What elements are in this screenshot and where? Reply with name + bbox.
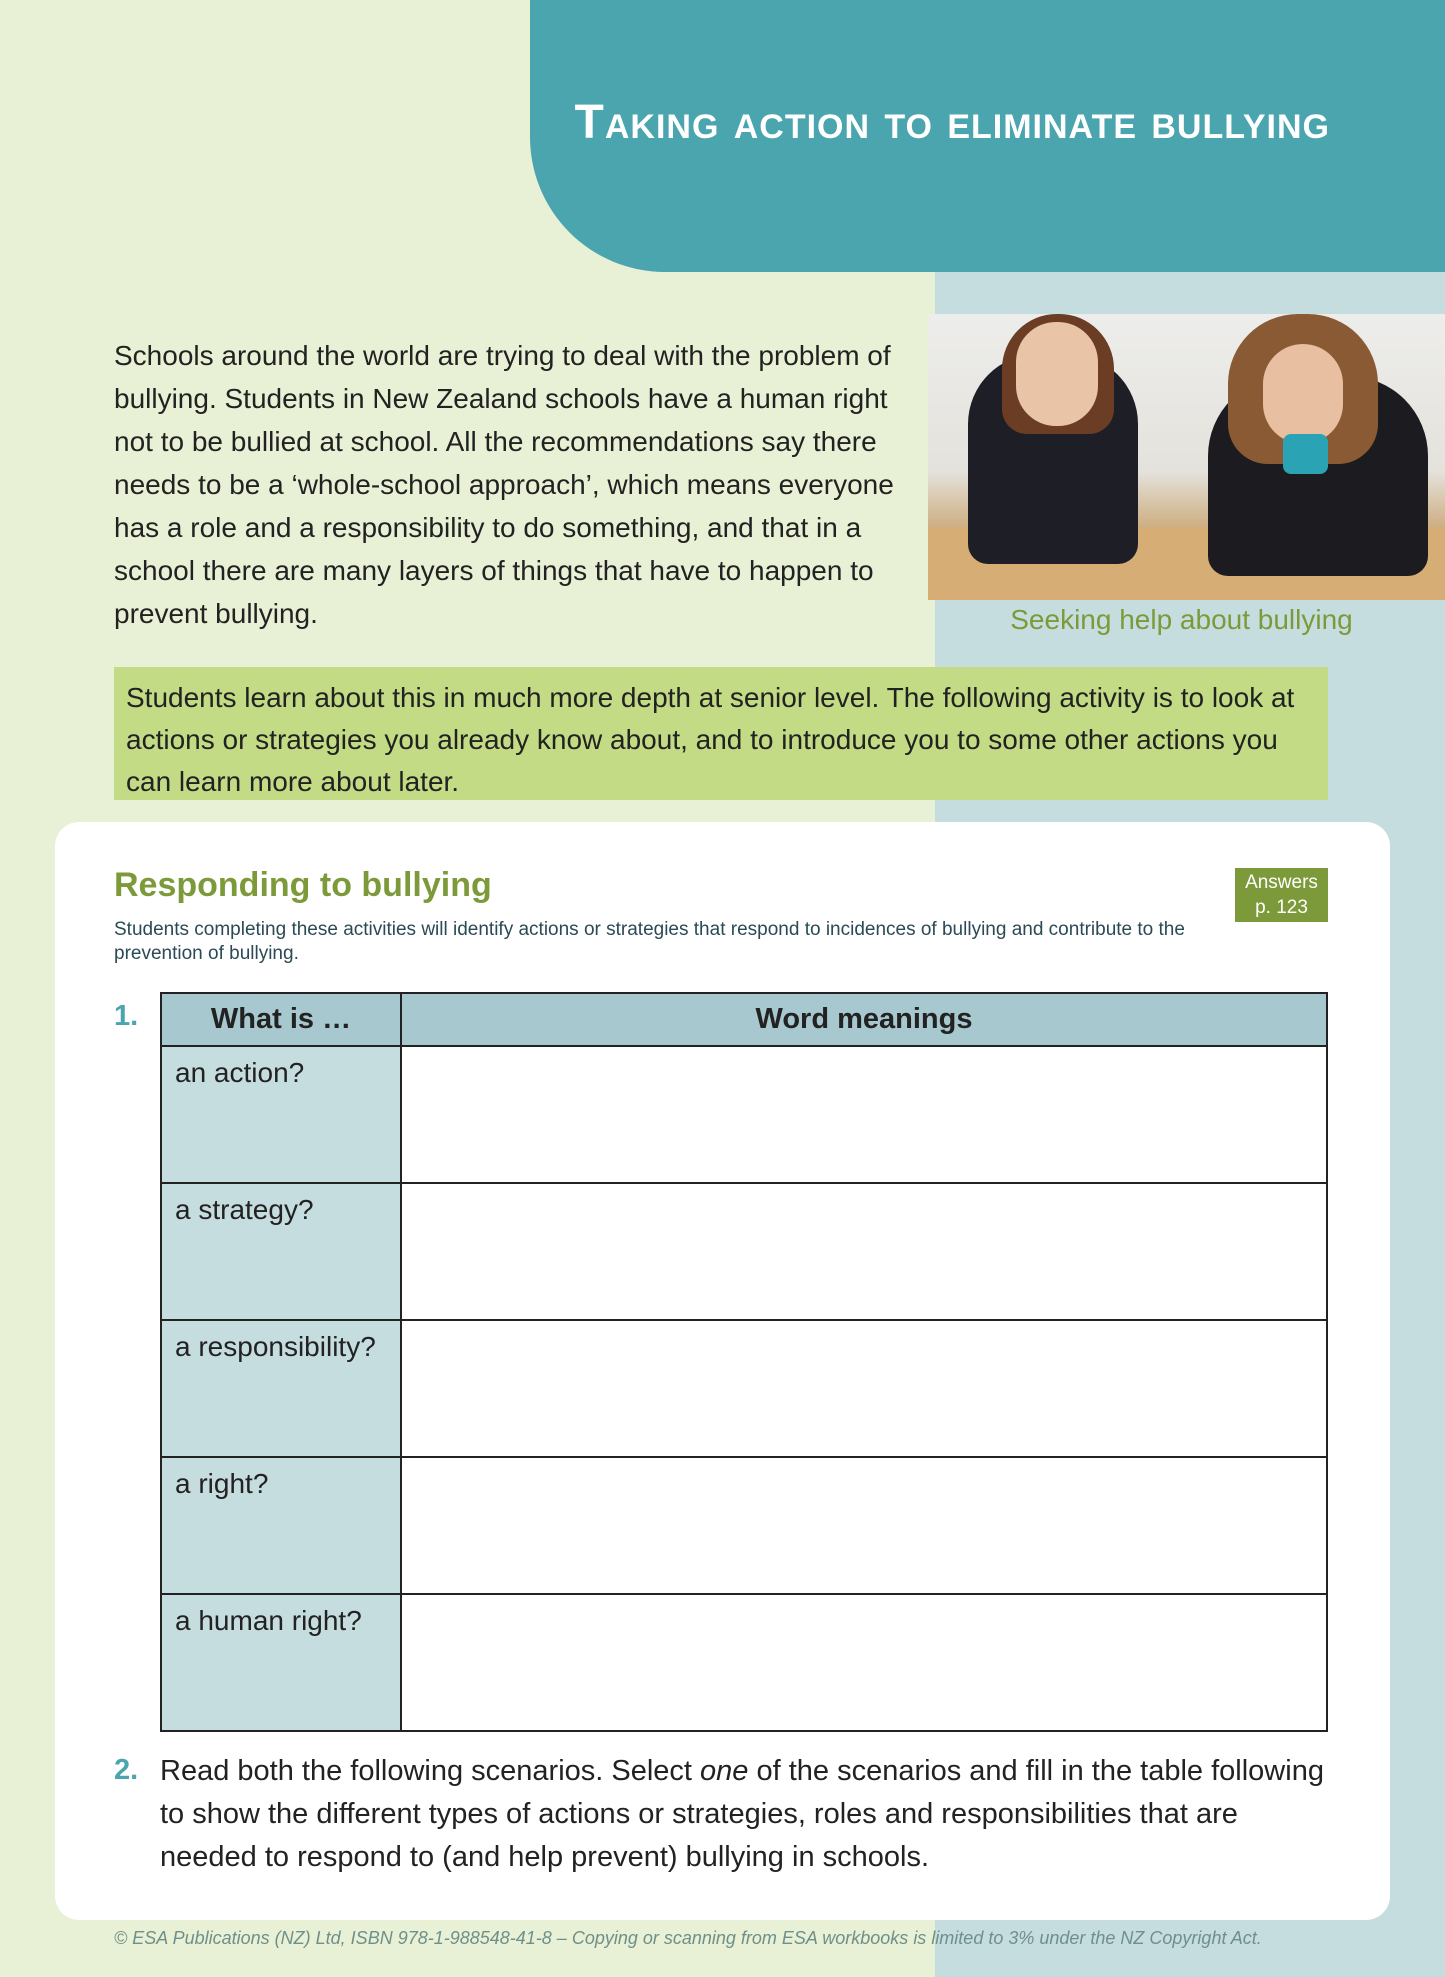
activity-title: Responding to bullying: [114, 866, 492, 904]
question-2-number: 2.: [114, 1754, 139, 1786]
term-cell: a strategy?: [161, 1183, 401, 1320]
table-row: [161, 1046, 1327, 1183]
table-row: [161, 1457, 1327, 1594]
senior-level-note: Students learn about this in much more depth at senior level. The following activity is to look at actions or strategies you already know about, and to introduce you to some other actions you can learn more about later.: [114, 667, 1328, 800]
activity-subtitle: Students completing these activities will identify actions or strategies that respond to incidences of bullying and contribute to the prevention of bullying.: [114, 919, 1185, 964]
question-2-text-part: Read both the following scenarios. Select: [160, 1755, 701, 1787]
answer-cell[interactable]: [401, 1320, 1327, 1457]
term-cell: a human right?: [161, 1594, 401, 1731]
table-row: [161, 1320, 1327, 1457]
intro-paragraph: Schools around the world are trying to deal with the problem of bullying. Students in New Zealand schools have a human right not to be bullied at school. All the recommendations say there needs to be a ‘whole-school approach’, which means everyone has a role and a responsibility to do something, and that in a school there are many layers of things that have to happen to prevent bullying.: [114, 340, 894, 629]
question-2-text-part: of the scenarios and fill in the table following to show the different types of actions or strategies, roles and responsibilities that are needed to respond to (and help prevent) bullying in schools.: [160, 1755, 1324, 1873]
term-cell: an action?: [161, 1046, 401, 1183]
answer-cell[interactable]: [401, 1183, 1327, 1320]
question-2-emphasis: one: [700, 1755, 749, 1787]
column-header-word-meanings: Word meanings: [401, 993, 1327, 1046]
term-cell: a right?: [161, 1457, 401, 1594]
question-1-number: 1.: [114, 1000, 139, 1032]
column-header-what-is: What is …: [161, 993, 401, 1046]
page-title: Taking action to eliminate bullying: [574, 96, 1330, 149]
photo-caption: Seeking help about bullying: [1010, 604, 1353, 635]
table-row: [161, 1594, 1327, 1731]
word-meanings-table: [160, 992, 1328, 1732]
question-2-text: [160, 1750, 1330, 1879]
answer-cell[interactable]: [401, 1046, 1327, 1183]
copyright-footer: © ESA Publications (NZ) Ltd, ISBN 978-1-988548-41-8 – Copying or scanning from ESA workbooks is limited to 3% under the NZ Copyright Act.: [114, 1928, 1262, 1948]
term-cell: a responsibility?: [161, 1320, 401, 1457]
answer-cell[interactable]: [401, 1457, 1327, 1594]
answer-cell[interactable]: [401, 1594, 1327, 1731]
table-row: [161, 1183, 1327, 1320]
answers-page: p. 123: [1255, 897, 1308, 918]
photo-seeking-help: [928, 314, 1445, 600]
answers-badge: [1235, 868, 1328, 922]
answers-label: Answers: [1245, 872, 1318, 893]
